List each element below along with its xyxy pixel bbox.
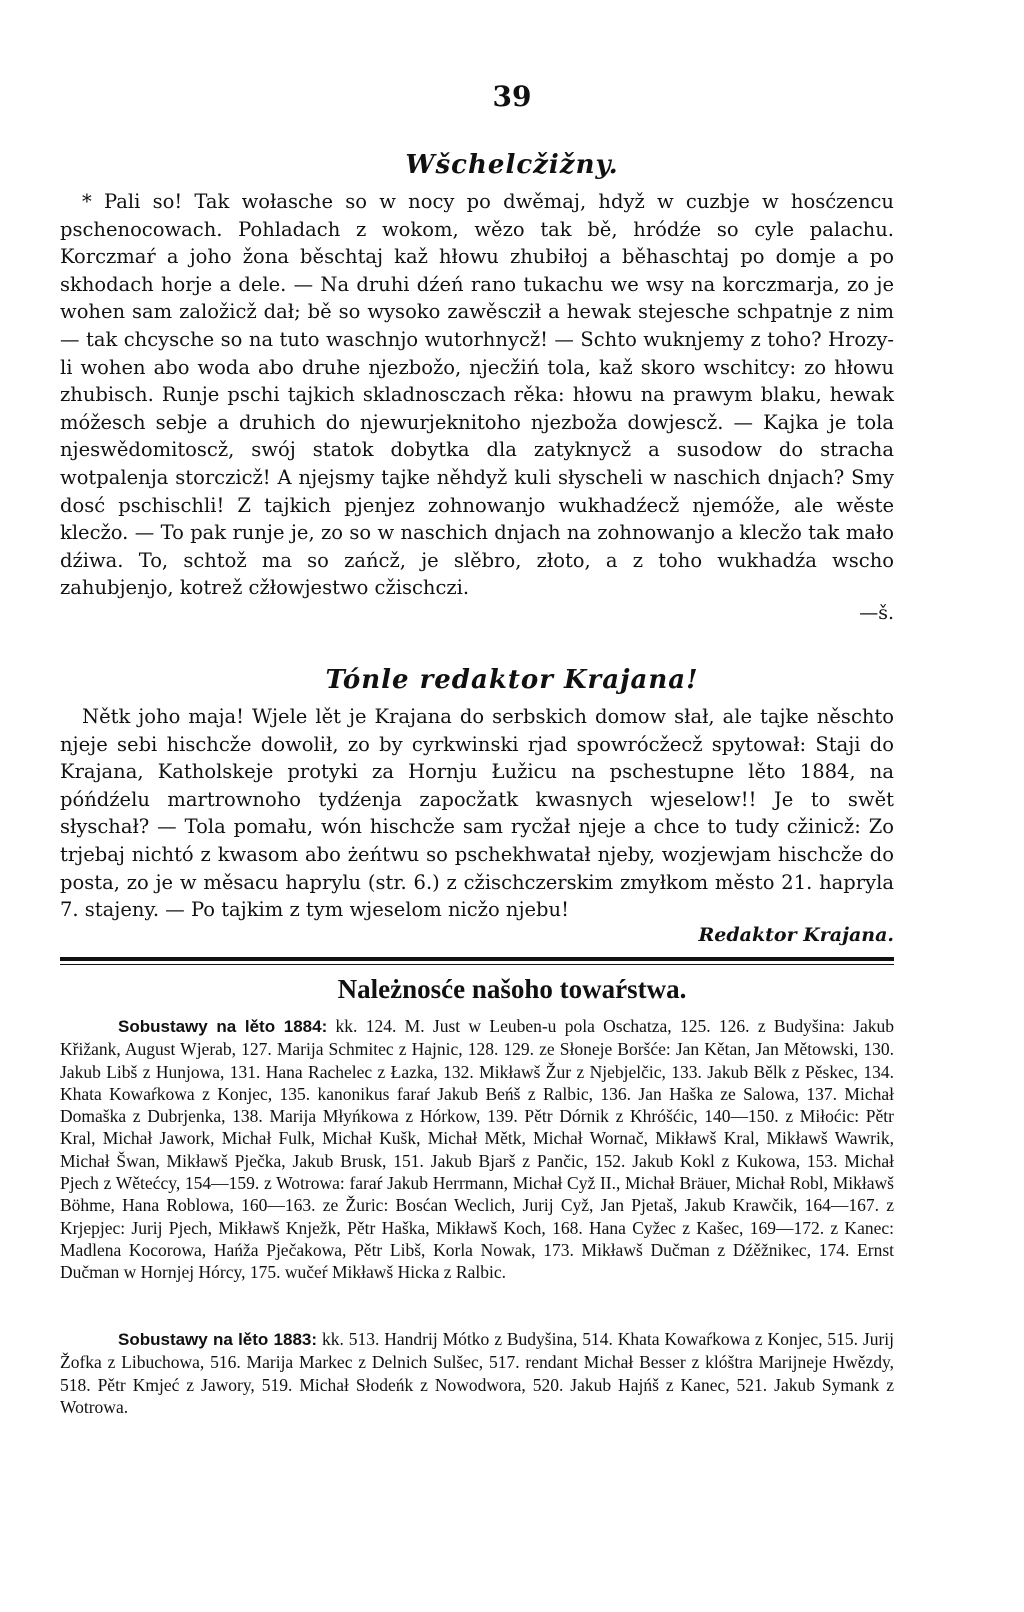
members-1883-paragraph [60,1328,894,1418]
section-divider-thin [60,964,894,965]
members-1883-text: kk. 513. Handrij Mótko z Budyšina, 514. Khata Kowaŕkowa z Konjec, 515. Jurij Žofka z Libuchowa, 516. Marija Markec z Delnich Sulšec, 517. rendant Michał Besser z klóštra Marijneje Hwězdy, 518. Pětr Kmjeć z Jawory, 519. Michał Słodeńk z Nowodwora, 520. Jakub Hajńš z Kanec, 521. Jakub Symank z Wotrowa. [60,1329,895,1417]
article2-title: Tónle redaktor Krajana! [325,665,699,695]
article1-title: Wšchelcžižny. [405,150,619,180]
members-1884-lead: Sobustawy na lěto 1884: [118,1017,328,1036]
section-divider-thick [60,957,894,961]
page-number: 39 [492,80,532,113]
article1-body: * Pali so! Tak wołasche so w nocy po dwěmaj, hdyž w cuzbje w hosćzencu pschenocowach. Pohladach z wokom, wězo tak bě, hródźe so cyle palachu. Korczmaŕ a joho žona běschtaj kaž hłowu zhubiłoj a běhaschtaj po domje a po skhodach horje a dele. — Na druhi dźeń rano tukachu we wsy na korczmarja, zo je wohen sam založicž dał; bě so wysoko zawěscził a hewak stejesche schpatnje z nim — tak chcysche so na tuto waschnjo wutorhnycž! — Schto wuknjemy z toho? Hrozy-li wohen abo woda abo druhe njezbožo, njecžiń tola, kaž skoro wschitcy: zo hłowu zhubisch. Runje pschi tajkich skladnosczach rěka: hłowu na prawym blaku, hewak móžesch sebje a druhich do njewurjeknitoho njezboža dowjescž. — Kajka je tola njeswědomitoscž, swój statok dobytka dla zatyknycž a susodow do stracha wotpalenja storczicž! A njejsmy tajke něhdyž kuli słyscheli w naschich dnjach? Smy dosć pschischli! Z tajkich pjenjez zohnowanjo wukhadźecž njemóže, ale wěste klecžo. — To pak runje je, zo so w naschich dnjach na zohnowanjo a klecžo tak mało dźiwa. To, schtož ma so zańcž, je slěbro, złoto, a z toho wukhadźa wscho zahubjenjo, kotrež cžłowjestwo cžischczi. [60,190,894,600]
members-1884-text: kk. 124. M. Just w Leuben-u pola Oschatza, 125. 126. z Budyšina: Jakub Křižank, August Wjerab, 127. Marija Schmitec z Hajnic, 128. 129. ze Słoneje Boršće: Jan Kětan, Jan Mětowski, 130. Jakub Libš z Hunjowa, 131. Hana Rachelec z Łazka, 132. Mikławš Žur z Njebjelčic, 133. Jakub Bělk z Pěskec, 134. Khata Kowaŕkowa z Konjec, 135. kanonikus faraŕ Jakub Beńš z Ralbic, 136. Jan Haška ze Salowa, 137. Michał Domaška z Dubrjenka, 138. Marija Młyńkowa z Hórkow, 139. Pětr Dórnik z Khróšćic, 140—150. z Miłoćic: Pětr Kral, Michał Jawork, Michał Fulk, Michał Kušk, Michał Mětk, Michał Wornač, Mikławš Kral, Mikławš Wawrik, Michał Šwan, Mikławš Pječka, Jakub Brusk, 151. Jakub Bjarš z Pančic, 152. Jakub Kokl z Kukowa, 153. Michał Pjech z Wětećcy, 154—159. z Wotrowa: faraŕ Jakub Herrmann, Michał Cyž II., Michał Bräuer, Michał Robl, Mikławš Böhme, Hana Roblowa, 160—163. ze Žuric: Bosćan Weclich, Jurij Cyž, Jan Pjetaš, Jakub Krawčik, 164—167. z Krjepjec: Jurij Pjech, Mikławš Knježk, Pětr Haška, Mikławš Koch, 168. Hana Cyžec z Kašec, 169—172. z Kanec: Madlena Kocorowa, Hańža Pječakowa, Pětr Libš, Korla Nowak, 173. Mikławš Dučman z Dźěžnikec, 174. Ernst Dučman w Hornjej Hórcy, 175. wučeŕ Mikławš Hicka z Ralbic. [60,1016,895,1283]
section-title: Należnosće našoho towaŕstwa. [337,974,687,1004]
article1-signature: —š. [859,602,894,624]
article2-body: Nětk joho maja! Wjele lět je Krajana do serbskich domow słał, ale tajke něschto njeje sebi hischcže dowolił, zo by cyrkwinski rjad spowrócžecž spytował: Staji do Krajana, Katholskeje protyki za Hornju Łužicu na pschestupne lěto 1884, na póńdźelu martrownoho tydźenja zapocžatk kwasnych wjeselow!! Je to swět słyschał? — Tola pomału, wón hischcže sam rycžał njeje a chce to tudy cžinicž: Zo trjebaj nichtó z kwasom abo żeńtwu so pschekhwatał njeby, wozjewjam hischcže do posta, zo je w měsacu haprylu (str. 6.) z cžischczerskim zmyłkom město 21. hapryla 7. stajeny. — Po tajkim z tym wjeselom nicžo njebu! [60,705,894,922]
members-1884-paragraph [60,1015,894,1284]
members-1883-lead: Sobustawy na lěto 1883: [118,1330,318,1349]
article2-signature: Redaktor Krajana. [698,924,894,946]
